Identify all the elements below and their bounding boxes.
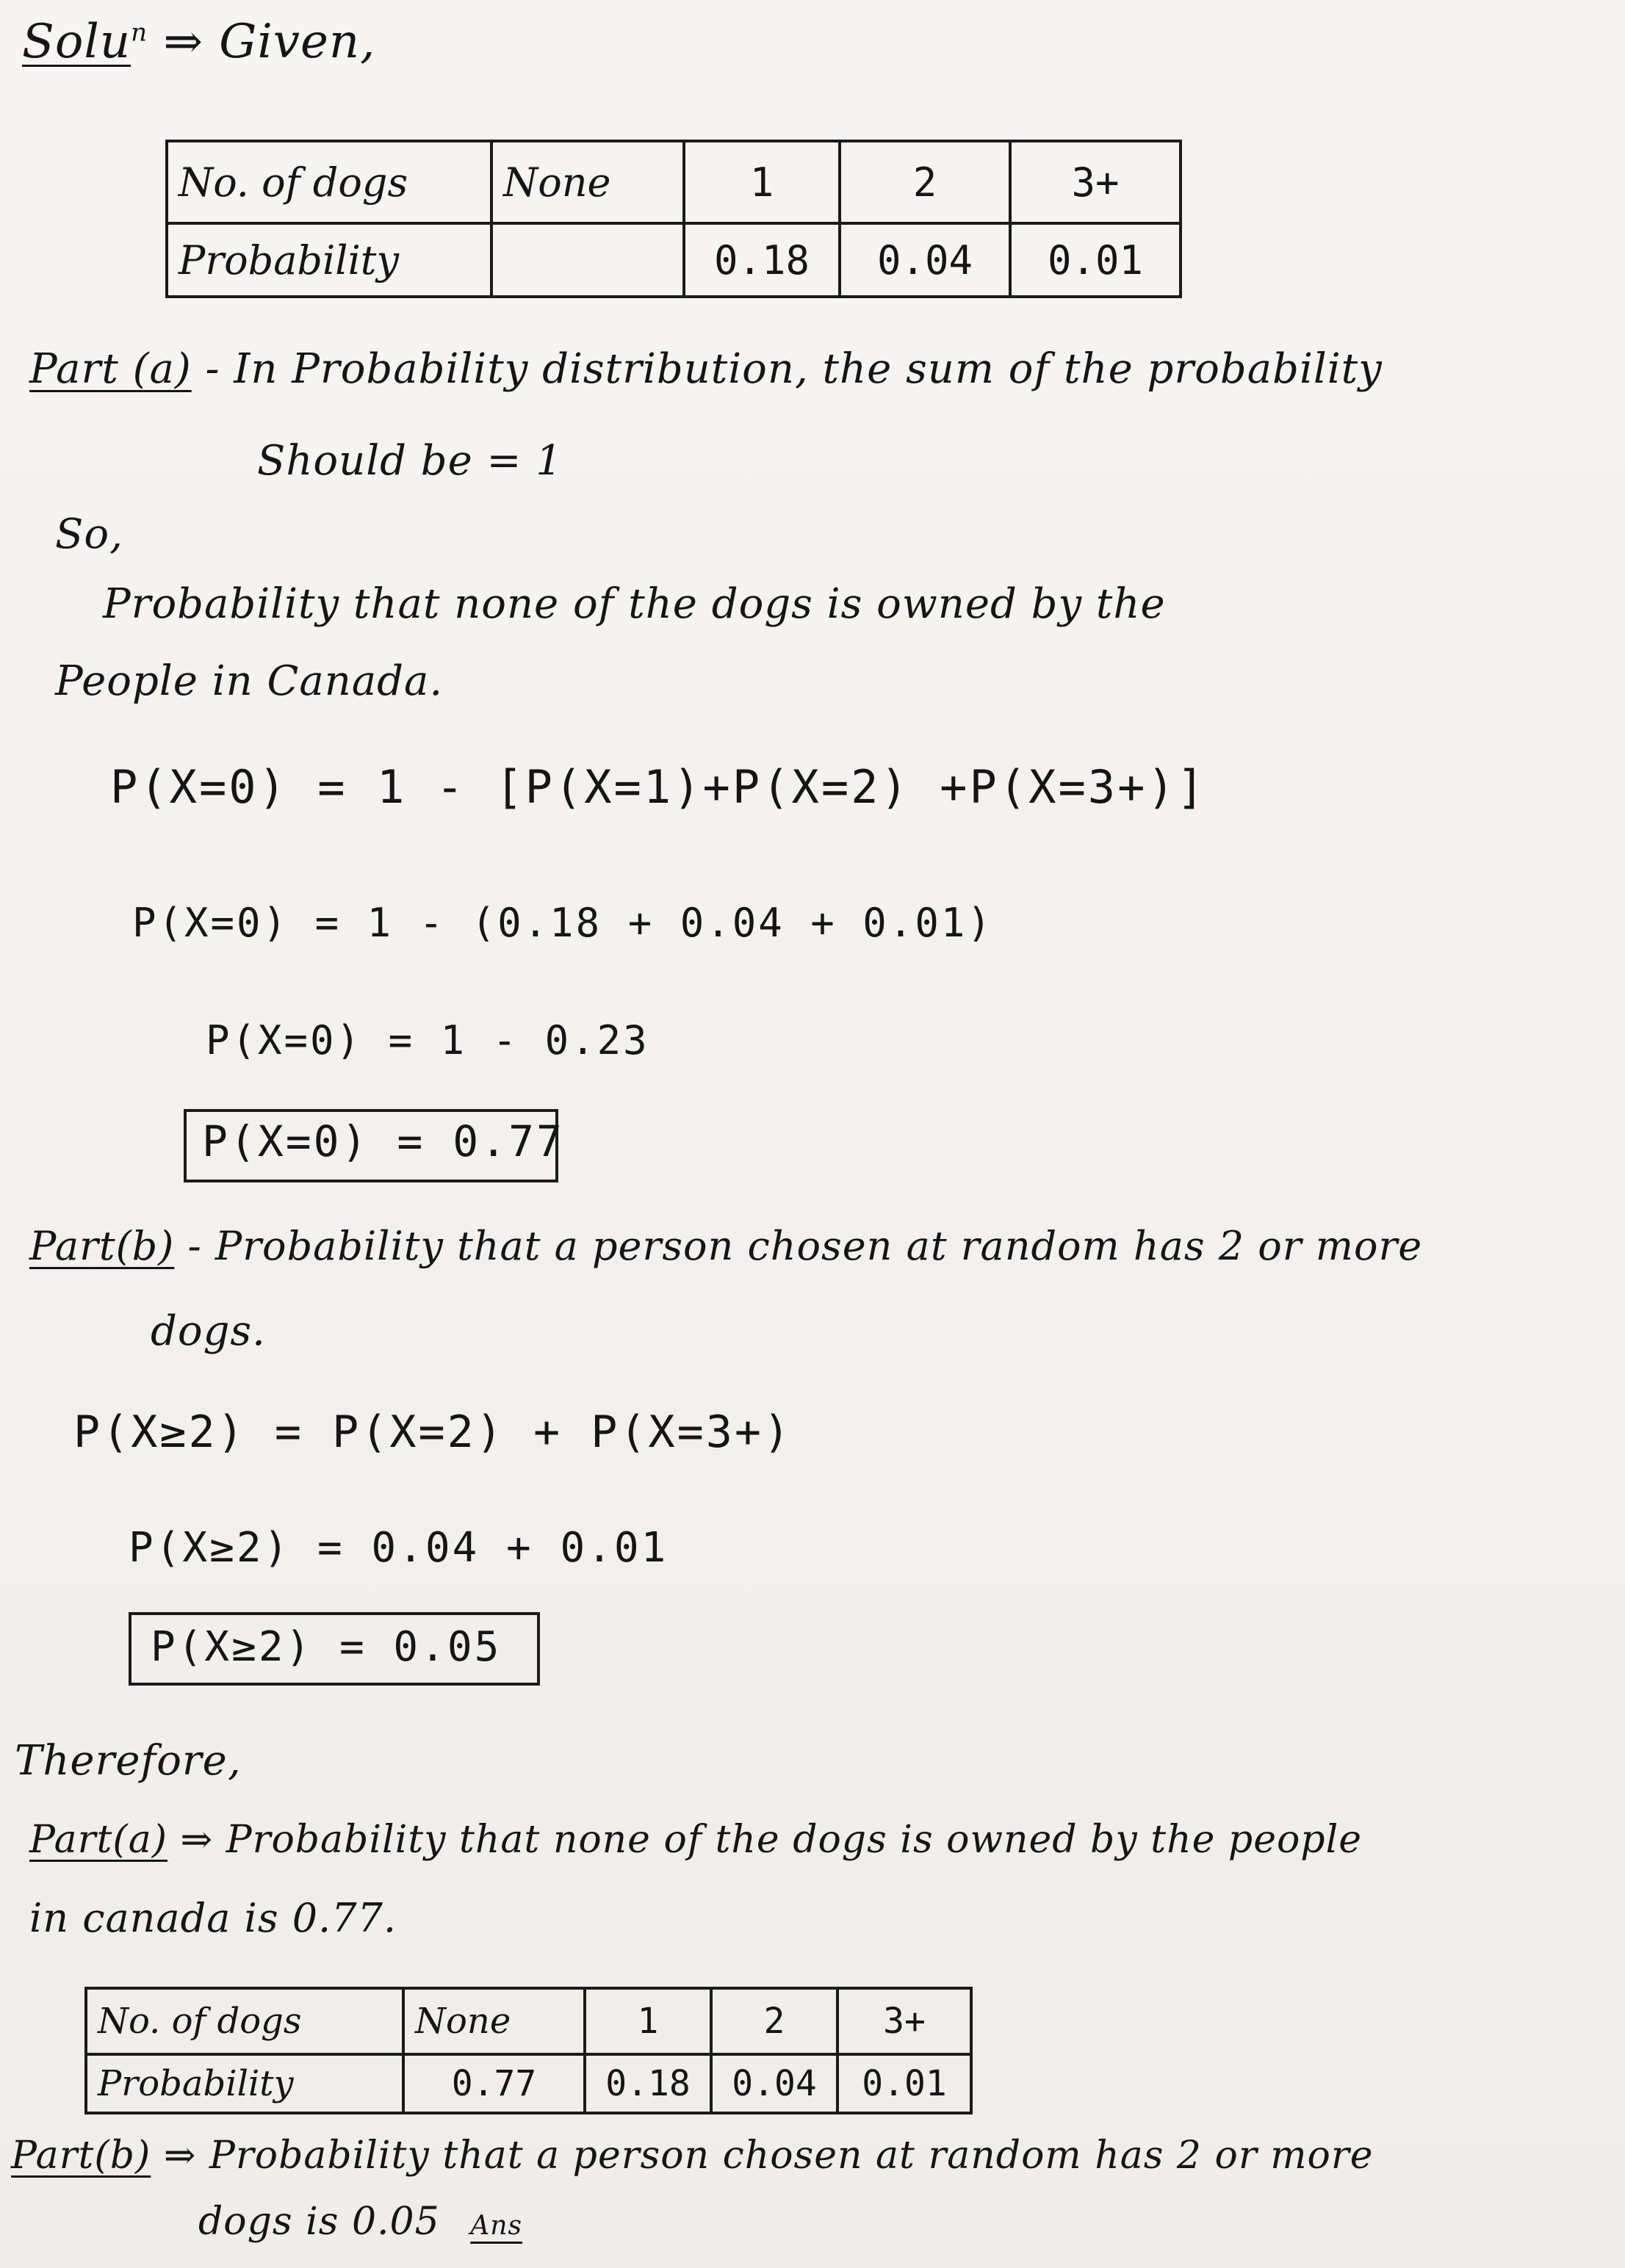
part-a-equation-2: P(X=0) = 1 - (0.18 + 0.04 + 0.01): [132, 900, 993, 946]
conclusion-a-line1: ⇒ Probability that none of the dogs is owned by the people: [180, 1818, 1362, 1862]
therefore-text: Therefore,: [15, 1737, 242, 1785]
conclusion-part-b: [11, 2134, 1373, 2178]
table-cell: 0.04: [711, 2054, 837, 2113]
part-b-intro: [29, 1223, 1422, 1269]
table-cell: None: [491, 141, 684, 223]
part-b-label: Part(b): [29, 1223, 175, 1269]
part-b-result: P(X≥2) = 0.05: [151, 1623, 502, 1671]
part-b-line2: dogs.: [151, 1307, 266, 1355]
table-cell: 0.18: [585, 2054, 711, 2113]
final-table: [84, 1987, 973, 2114]
conclusion-part-a: [29, 1818, 1362, 1862]
part-b-line1: - Probability that a person chosen at random has 2 or more: [187, 1223, 1423, 1269]
part-a-desc2: People in Canada.: [55, 657, 444, 705]
part-a-line1: - In Probability distribution, the sum of the probability: [205, 345, 1383, 393]
part-a-equation-3: P(X=0) = 1 - 0.23: [206, 1017, 649, 1063]
table-cell: 2: [840, 141, 1010, 223]
part-a-intro: [29, 345, 1383, 393]
table-cell: Probability: [167, 223, 491, 297]
conclusion-a-label: Part(a): [29, 1818, 167, 1862]
table-cell: 0.01: [837, 2054, 971, 2113]
conclusion-b-line2: [198, 2200, 522, 2244]
table-cell: [491, 223, 684, 297]
table-cell: 0.04: [840, 223, 1010, 297]
solution-label: Solu: [22, 15, 131, 69]
table-cell: No. of dogs: [86, 1988, 403, 2054]
part-a-desc1: Probability that none of the dogs is owned by the: [103, 580, 1166, 628]
table-row: [167, 141, 1181, 223]
table-row: [167, 223, 1181, 297]
part-a-line2: Should be = 1: [257, 437, 563, 485]
table-cell: 0.77: [403, 2054, 585, 2113]
conclusion-b-line2-text: dogs is 0.05: [198, 2200, 440, 2244]
part-a-result: P(X=0) = 0.77: [202, 1116, 564, 1166]
part-a-equation-1: P(X=0) = 1 - [P(X=1)+P(X=2) +P(X=3+)]: [110, 760, 1207, 814]
table-cell: 2: [711, 1988, 837, 2054]
table-cell: 3+: [837, 1988, 971, 2054]
table-cell: 0.18: [684, 223, 840, 297]
answer-mark: Ans: [470, 2211, 522, 2241]
part-b-equation-2: P(X≥2) = 0.04 + 0.01: [129, 1524, 669, 1572]
given-label: ⇒ Given,: [163, 15, 376, 69]
part-a-label: Part (a): [29, 345, 192, 393]
conclusion-b-line1: ⇒ Probability that a person chosen at random has 2 or more: [163, 2134, 1374, 2178]
solution-heading: Solu$^n$ ⇒ Given,: [22, 15, 376, 69]
table-cell: None: [403, 1988, 585, 2054]
table-row: [86, 1988, 971, 2054]
given-table: [165, 140, 1182, 298]
table-row: [86, 2054, 971, 2113]
table-cell: 1: [684, 141, 840, 223]
table-cell: 0.01: [1010, 223, 1181, 297]
conclusion-a-line2: in canada is 0.77.: [29, 1895, 397, 1941]
table-cell: Probability: [86, 2054, 403, 2113]
conclusion-b-label: Part(b): [11, 2134, 151, 2178]
table-cell: No. of dogs: [167, 141, 491, 223]
so-text: So,: [55, 510, 123, 558]
part-b-equation-1: P(X≥2) = P(X=2) + P(X=3+): [73, 1406, 793, 1458]
table-cell: 1: [585, 1988, 711, 2054]
table-cell: 3+: [1010, 141, 1181, 223]
